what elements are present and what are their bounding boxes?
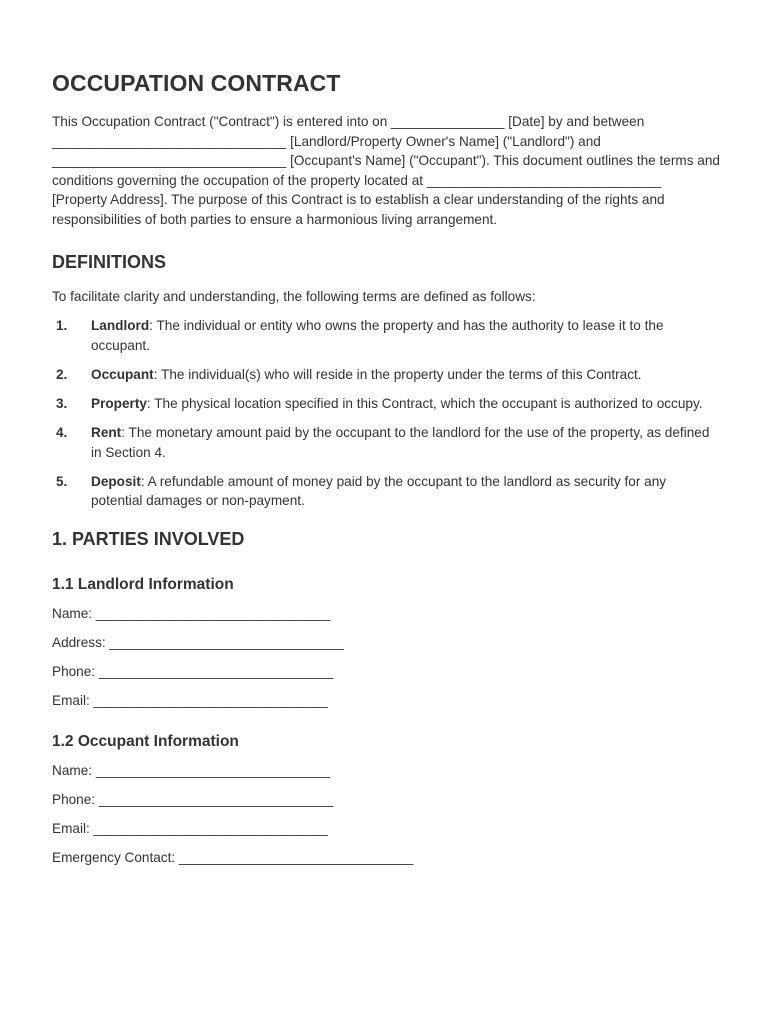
definition-text: : The individual(s) who will reside in the property under the terms of this Contract. bbox=[153, 366, 642, 382]
definition-number: 4. bbox=[56, 425, 68, 441]
definition-term: Landlord bbox=[91, 318, 150, 334]
definition-item bbox=[52, 423, 720, 462]
definition-number: 3. bbox=[56, 395, 68, 411]
definition-number: 2. bbox=[56, 366, 68, 382]
definitions-lead: To facilitate clarity and understanding, the following terms are defined as follows: bbox=[52, 288, 536, 304]
occupant-name-field: Name: _______________________________ bbox=[52, 762, 331, 778]
parties-heading: 1. PARTIES INVOLVED bbox=[52, 528, 245, 549]
definition-term: Deposit bbox=[91, 473, 141, 489]
occupant-info-heading: 1.2 Occupant Information bbox=[52, 732, 239, 750]
landlord-info-heading: 1.1 Landlord Information bbox=[52, 575, 234, 593]
definition-term: Rent bbox=[91, 425, 122, 441]
definition-text: : The individual or entity who owns the property and has the authority to lease it to the occupant. bbox=[91, 318, 664, 353]
landlord-name-field: Name: _______________________________ bbox=[52, 605, 331, 621]
landlord-email-field: Email: _______________________________ bbox=[52, 693, 328, 709]
definition-item bbox=[52, 365, 720, 385]
definition-number: 5. bbox=[56, 473, 68, 489]
definition-text: : The physical location specified in this Contract, which the occupant is authorized to occupy. bbox=[146, 395, 703, 411]
occupant-emergency-contact-field: Emergency Contact: _______________________________ bbox=[52, 850, 414, 866]
definition-item bbox=[52, 316, 720, 355]
definition-term: Occupant bbox=[91, 366, 154, 382]
definition-item bbox=[52, 394, 720, 414]
landlord-address-field: Address: _______________________________ bbox=[52, 635, 344, 650]
definition-item bbox=[52, 472, 720, 511]
definition-number: 1. bbox=[56, 318, 68, 334]
definition-text: : The monetary amount paid by the occupant to the landlord for the use of the property, as defined in Section 4. bbox=[91, 425, 710, 460]
intro-paragraph: This Occupation Contract ("Contract") is entered into on _______________ [Date] by and between _______________________________ [Landlord/Property Owner's Name] ("Landlord") and _______________________________ [Occupant's Name] ("Occupant"). This document outlines the terms and conditions governing the occupation of the property located at _______________________________ [Property Address]. The purpose of this Contract is to establish a clear understanding of the rights and responsibilities of both parties to ensure a harmonious living arrangement. bbox=[52, 114, 720, 227]
definitions-heading: DEFINITIONS bbox=[52, 251, 167, 272]
occupant-phone-field: Phone: _______________________________ bbox=[52, 791, 334, 807]
definition-term: Property bbox=[91, 395, 147, 411]
landlord-phone-field: Phone: _______________________________ bbox=[52, 664, 334, 680]
document-title: OCCUPATION CONTRACT bbox=[52, 70, 341, 96]
occupant-email-field: Email: _______________________________ bbox=[52, 820, 328, 836]
definition-text: : A refundable amount of money paid by the occupant to the landlord as security for any potential damages or non-payment. bbox=[91, 473, 667, 509]
definitions-list bbox=[52, 316, 720, 511]
